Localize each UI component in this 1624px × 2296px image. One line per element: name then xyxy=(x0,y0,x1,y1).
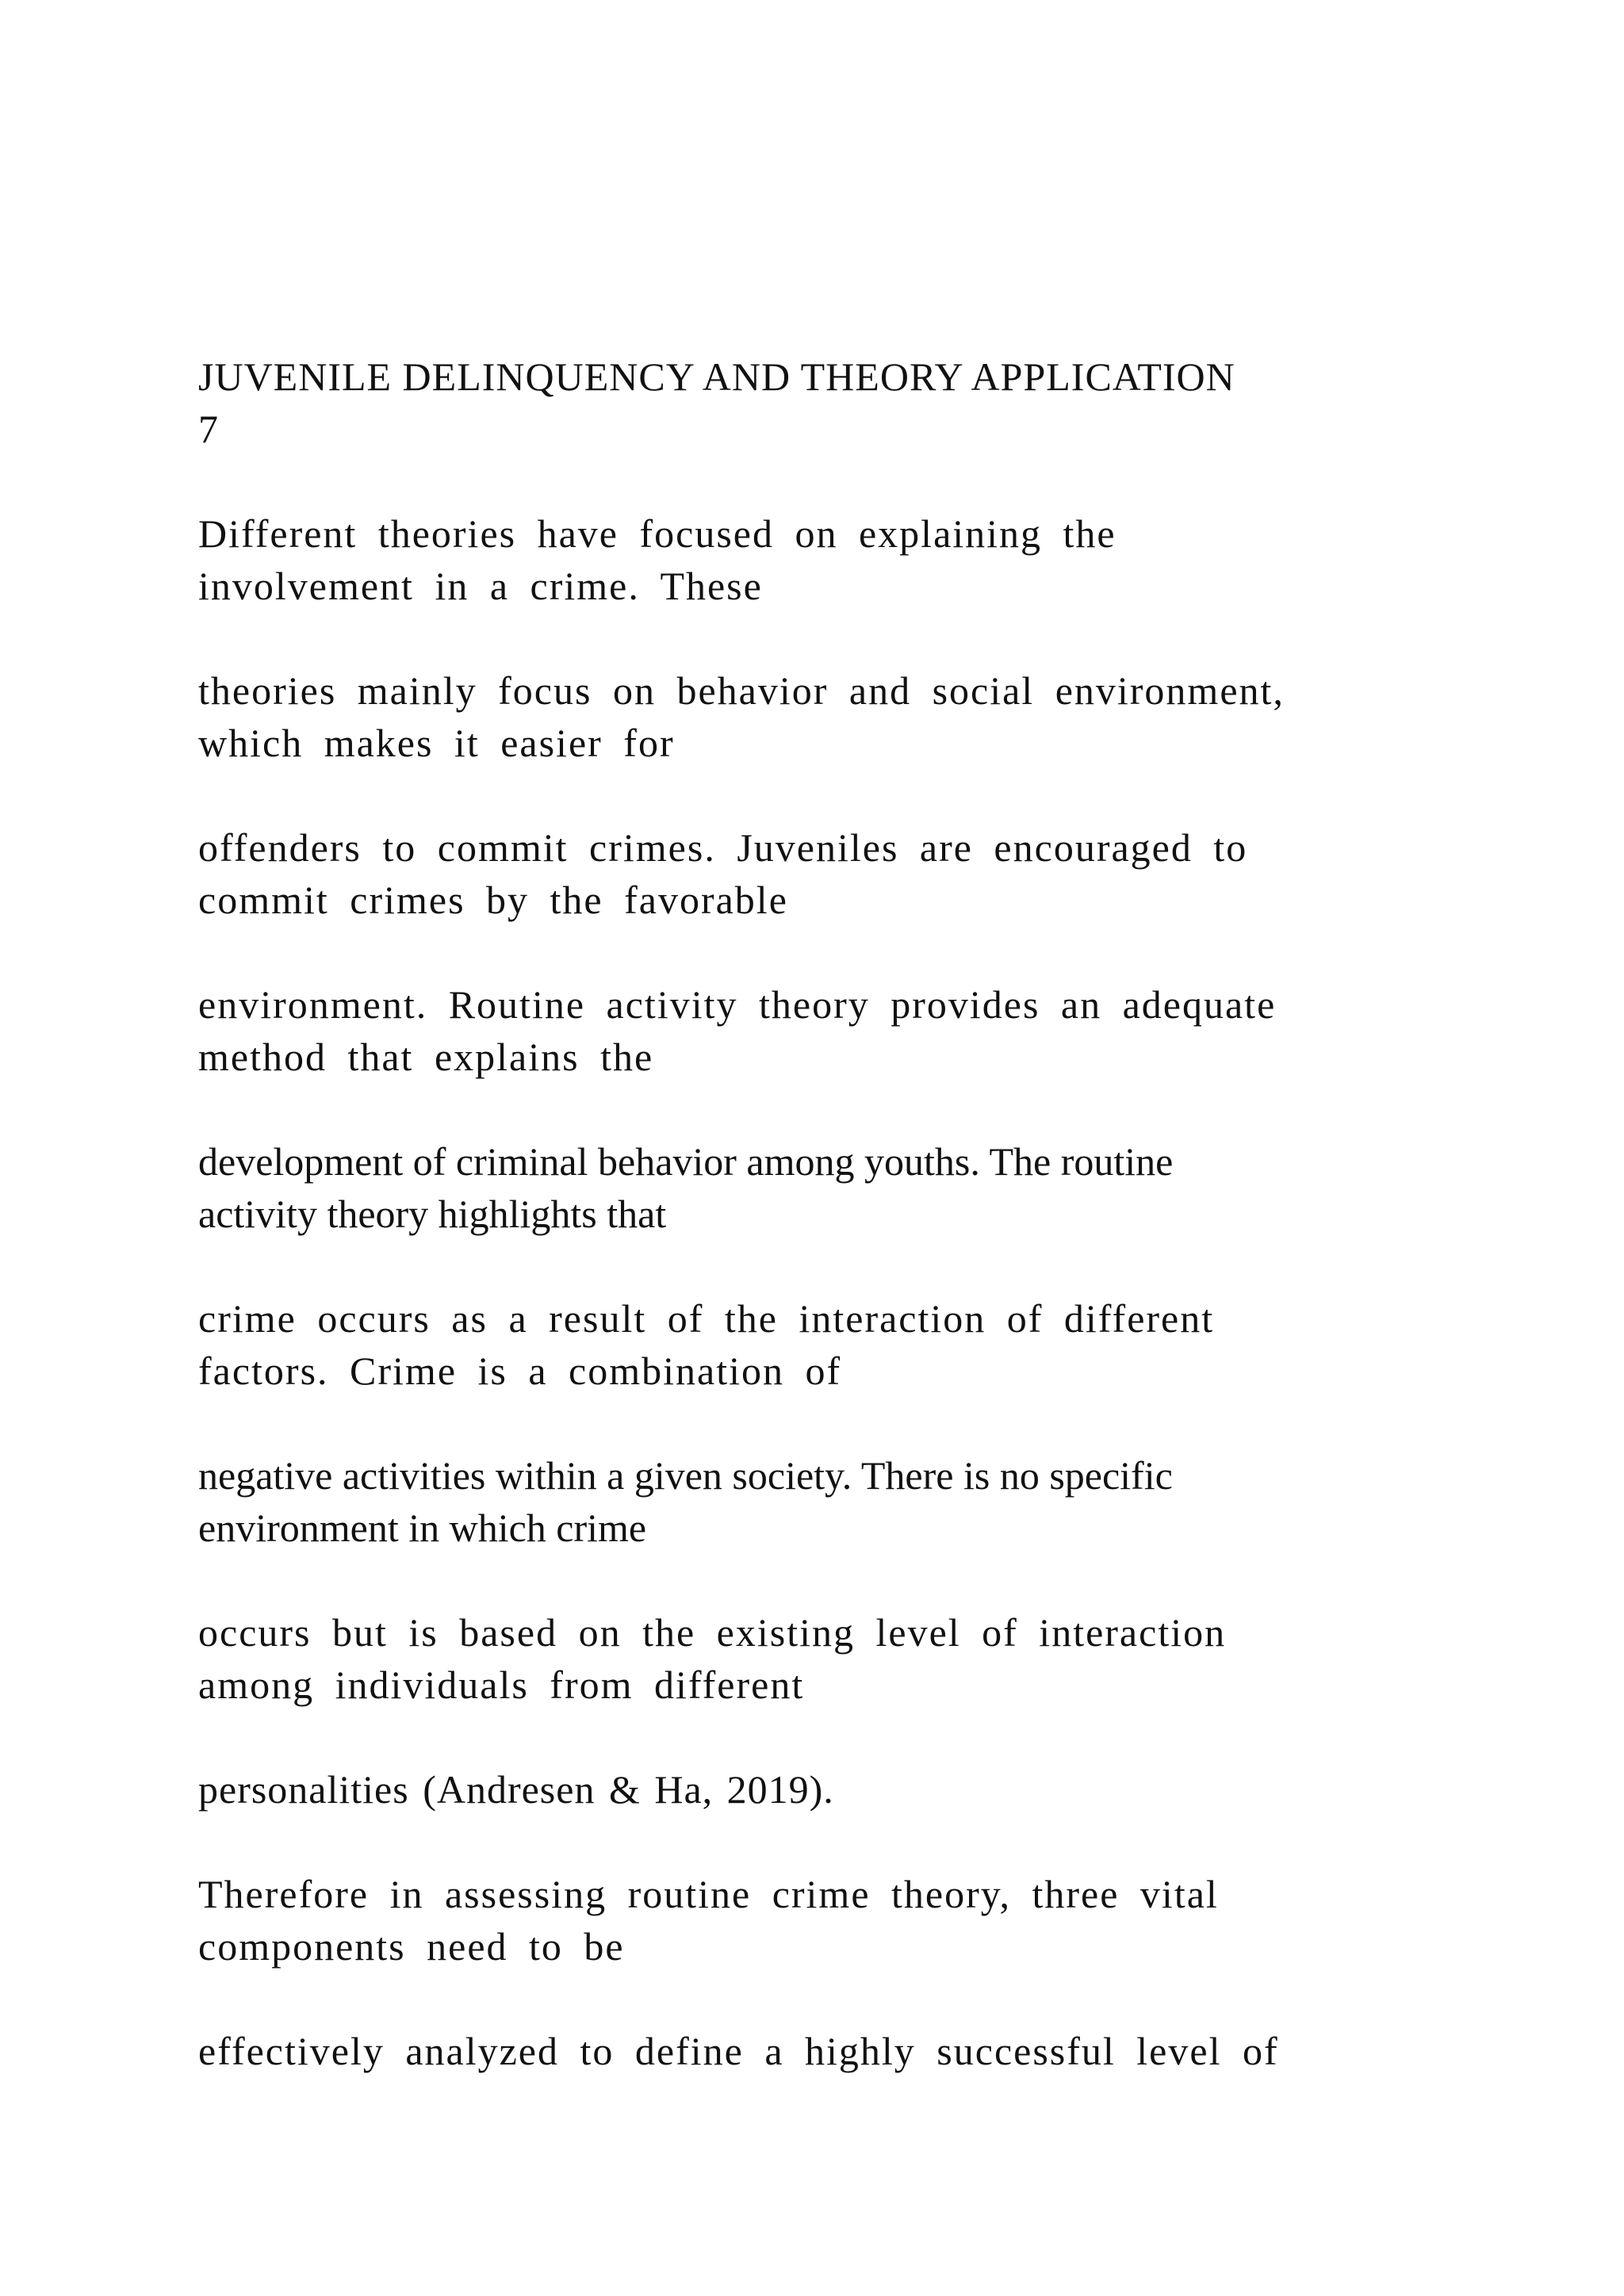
document-page xyxy=(198,350,1467,2130)
paragraph-line: involvement in a crime. These xyxy=(198,564,763,608)
paragraph-line: negative activities within a given society. There is no specific xyxy=(198,1453,1173,1498)
paragraph xyxy=(198,664,1467,769)
paragraph-line: method that explains the xyxy=(198,1035,654,1079)
paragraph-line: commit crimes by the favorable xyxy=(198,878,788,922)
paragraph-line: components need to be xyxy=(198,1924,625,1969)
paragraph-line: activity theory highlights that xyxy=(198,1192,667,1236)
paragraph-line: which makes it easier for xyxy=(198,721,675,765)
paragraph-line: occurs but is based on the existing level of interaction xyxy=(198,1610,1227,1655)
paragraph-line: factors. Crime is a combination of xyxy=(198,1349,842,1393)
paragraph xyxy=(198,1135,1467,1240)
paragraph-line: environment. Routine activity theory provides an adequate xyxy=(198,982,1277,1027)
paragraph xyxy=(198,1868,1467,1973)
paragraph xyxy=(198,2025,1467,2077)
paragraph-line: among individuals from different xyxy=(198,1663,805,1707)
paragraph xyxy=(198,1449,1467,1554)
paragraph-line: Therefore in assessing routine crime theory, three vital xyxy=(198,1872,1219,1916)
paragraph-line: theories mainly focus on behavior and social environment, xyxy=(198,668,1285,713)
paragraph xyxy=(198,821,1467,926)
page-number: 7 xyxy=(198,407,218,451)
paragraph xyxy=(198,978,1467,1083)
paragraph-line: development of criminal behavior among youths. The routine xyxy=(198,1139,1174,1184)
paragraph xyxy=(198,1763,1467,1816)
paragraph-line: crime occurs as a result of the interaction of different xyxy=(198,1296,1215,1341)
running-head-title: JUVENILE DELINQUENCY AND THEORY APPLICATION xyxy=(198,354,1235,399)
paragraph xyxy=(198,507,1467,612)
paragraph xyxy=(198,1606,1467,1711)
paragraph-line: personalities (Andresen & Ha, 2019). xyxy=(198,1767,834,1812)
paragraph-line: Different theories have focused on explaining the xyxy=(198,511,1116,556)
paragraph-line: effectively analyzed to define a highly successful level of xyxy=(198,2029,1279,2073)
paragraph-line: offenders to commit crimes. Juveniles are encouraged to xyxy=(198,825,1248,870)
paragraph xyxy=(198,1292,1467,1397)
paragraph-line: environment in which crime xyxy=(198,1506,647,1550)
